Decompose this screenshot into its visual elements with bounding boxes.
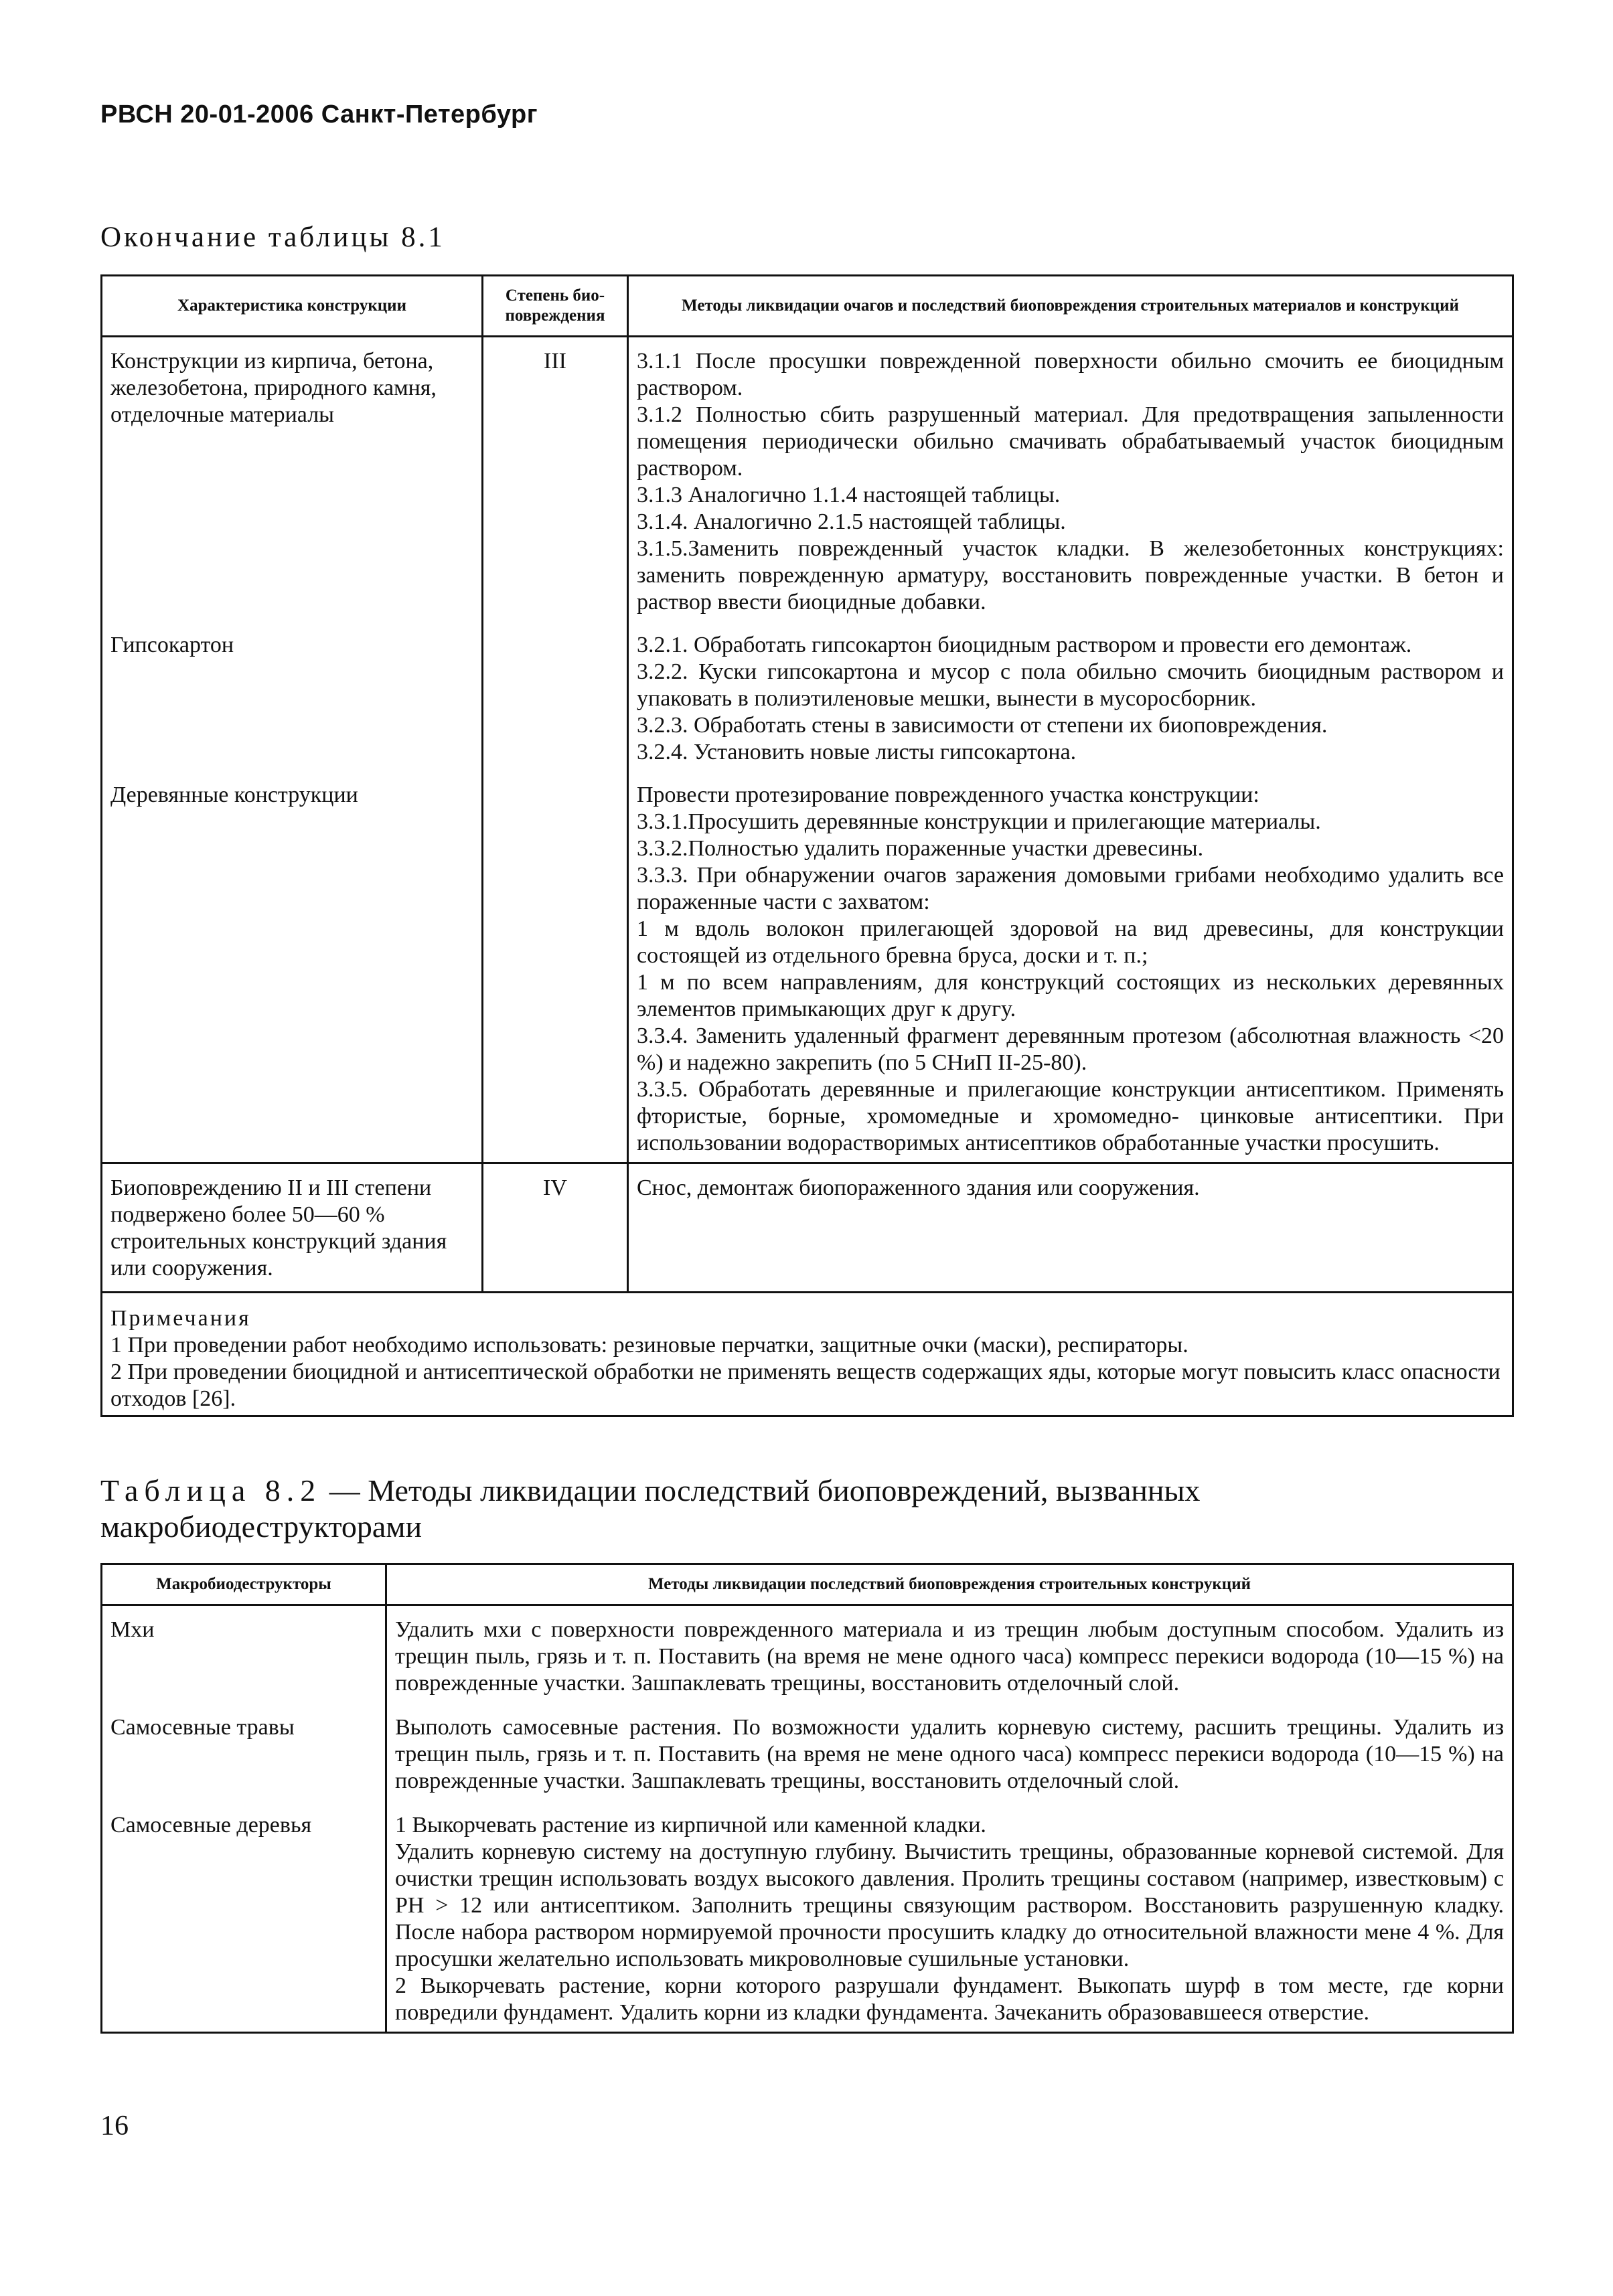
method-line: 3.1.2 Полностью сбить разрушенный материал. Для предотвращения запыленности помещения периодически обильно смачивать обрабатываемый участок биоцидным раствором. <box>637 402 1504 481</box>
table-row <box>102 1704 1513 1801</box>
table1-notes-row <box>102 1293 1513 1416</box>
construction-cell: Деревянные конструкции <box>102 771 483 1163</box>
table2-caption-label: Таблица 8.2 <box>100 1473 322 1507</box>
table1-header-construction: Характеристика конструкции <box>102 276 483 337</box>
methods-cell <box>628 1163 1513 1293</box>
notes-cell <box>102 1293 1513 1416</box>
methods-cell <box>386 1704 1513 1801</box>
method-line: Провести протезирование поврежденного участка конструкции: <box>637 783 1259 807</box>
note-line: 1 При проведении работ необходимо использовать: резиновые перчатки, защитные очки (маски), респираторы. <box>110 1333 1188 1358</box>
degree-cell <box>483 771 628 1163</box>
method-line: 1 м по всем направлениям, для конструкций состоящих из нескольких деревянных элементов примыкающих друг к другу. <box>637 970 1504 1021</box>
method-line: 3.3.1.Просушить деревянные конструкции и прилегающие материалы. <box>637 809 1321 834</box>
construction-cell: Биоповреждению II и III степени подвержено более 50—60 % строительных конструкций здания или сооружения. <box>102 1163 483 1293</box>
method-line: 3.1.1 После просушки поврежденной поверхности обильно смочить ее биоцидным раствором. <box>637 349 1504 400</box>
method-line: 3.3.2.Полностью удалить пораженные участки древесины. <box>637 836 1204 861</box>
method-line: 1 м вдоль волокон прилегающей здоровой на вид древесины, для конструкции состоящей из отдельного бревна бруса, доски и т. п.; <box>637 916 1504 968</box>
destructor-cell: Мхи <box>102 1605 386 1704</box>
method-line: 3.1.4. Аналогично 2.1.5 настоящей таблицы. <box>637 509 1066 534</box>
table2-header-row <box>102 1564 1513 1605</box>
table-row <box>102 1605 1513 1704</box>
note-line: 2 При проведении биоцидной и антисептической обработки не применять веществ содержащих яды, которые могут повысить класс опасности отходов [26]. <box>110 1360 1501 1411</box>
method-line: 3.1.3 Аналогично 1.1.4 настоящей таблицы. <box>637 483 1061 507</box>
table-row <box>102 1801 1513 2033</box>
table2-header-name: Макробиодеструкторы <box>102 1564 386 1605</box>
method-line: 3.2.1. Обработать гипсокартон биоцидным раствором и провести его демонтаж. <box>637 633 1412 657</box>
methods-cell <box>628 621 1513 771</box>
degree-cell <box>483 621 628 771</box>
method-line: 3.3.4. Заменить удаленный фрагмент деревянным протезом (абсолютная влажность <20 %) и надежно закрепить (по 5 СНиП II-25-80). <box>637 1023 1504 1075</box>
table-row <box>102 621 1513 771</box>
construction-cell: Гипсокартон <box>102 621 483 771</box>
table2-caption-text: — Методы ликвидации последствий биоповреждений, вызванных макробиодеструкторами <box>100 1473 1201 1544</box>
method-line: Удалить мхи с поверхности поврежденного материала и из трещин любым доступным способом. Удалить из трещин пыль, грязь и т. п. Поставить (на время не мене одного часа) компресс перекиси водорода (10—15 %) на поврежденные участки. Зашпаклевать трещины, восстановить отделочный слой. <box>395 1617 1504 1696</box>
method-line: 3.2.2. Куски гипсокартона и мусор с пола обильно смочить биоцидным раствором и упаковать в полиэтиленовые мешки, вынести в мусоросборник. <box>637 659 1504 711</box>
table2-caption <box>100 1473 1500 1545</box>
method-line: 1 Выкорчевать растение из кирпичной или каменной кладки. <box>395 1813 986 1837</box>
table-row <box>102 337 1513 622</box>
method-line: 3.1.5.Заменить поврежденный участок кладки. В железобетонных конструкциях: заменить поврежденную арматуру, восстановить поврежденные участки. В бетон и раствор ввести биоцидные добавки. <box>637 536 1504 614</box>
method-line: 3.2.3. Обработать стены в зависимости от степени их биоповреждения. <box>637 713 1328 738</box>
table2-header-methods: Методы ликвидации последствий биоповреждения строительных конструкций <box>386 1564 1513 1605</box>
construction-cell: Конструкции из кирпича, бетона, железобетона, природного камня, отделочные материалы <box>102 337 483 622</box>
table1-header-row <box>102 276 1513 337</box>
degree-cell: III <box>483 337 628 622</box>
destructor-cell: Самосевные деревья <box>102 1801 386 2033</box>
methods-cell <box>628 771 1513 1163</box>
page-number: 16 <box>100 2111 129 2141</box>
methods-cell <box>628 337 1513 622</box>
methods-cell <box>386 1605 1513 1704</box>
table-8-2 <box>100 1563 1514 2034</box>
table-row <box>102 1163 1513 1293</box>
table1-header-methods: Методы ликвидации очагов и последствий биоповреждения строительных материалов и конструкций <box>628 276 1513 337</box>
table-row <box>102 771 1513 1163</box>
table1-header-degree: Степень био-повреждения <box>483 276 628 337</box>
method-line: 2 Выкорчевать растение, корни которого разрушали фундамент. Выкопать шурф в том месте, где корни повредили фундамент. Удалить корни из кладки фундамента. Зачеканить образовавшееся отверстие. <box>395 1973 1504 2025</box>
table-8-1 <box>100 274 1514 1417</box>
destructor-cell: Самосевные травы <box>102 1704 386 1801</box>
method-line: Выполоть самосевные растения. По возможности удалить корневую систему, расшить трещины. Удалить из трещин пыль, грязь и т. п. Поставить (на время не мене одного часа) компресс перекиси водорода (10—15 %) на поврежденные участки. Зашпаклевать трещины, восстановить отделочный слой. <box>395 1715 1504 1793</box>
notes-title: Примечания <box>110 1306 251 1331</box>
method-line: 3.3.5. Обработать деревянные и прилегающие конструкции антисептиком. Применять фтористые, борные, хромомедные и хромомедно- цинковые антисептики. При использовании водорастворимых антисептиков обработанные участки просушить. <box>637 1077 1504 1155</box>
page-header: РВСН 20-01-2006 Санкт-Петербург <box>100 100 538 129</box>
method-line: 3.3.3. При обнаружении очагов заражения домовыми грибами необходимо удалить все пораженные части с захватом: <box>637 863 1504 914</box>
method-line: 3.2.4. Установить новые листы гипсокартона. <box>637 740 1077 764</box>
methods-cell <box>386 1801 1513 2033</box>
table1-caption: Окончание таблицы 8.1 <box>100 222 445 253</box>
method-line: Удалить корневую систему на доступную глубину. Вычистить трещины, образованные корневой системой. Для очистки трещин использовать воздух высокого давления. Пролить трещины составом (например, известковым) с РН > 12 или антисептиком. Заполнить трещины связующим раствором. Восстановить разрушенную кладку. После набора раствором нормируемой прочности просушить кладку до относительной влажности мене 4 %. Для просушки желательно использовать микроволновые сушильные установки. <box>395 1839 1504 1971</box>
method-line: Снос, демонтаж биопораженного здания или сооружения. <box>637 1175 1200 1200</box>
degree-cell: IV <box>483 1163 628 1293</box>
